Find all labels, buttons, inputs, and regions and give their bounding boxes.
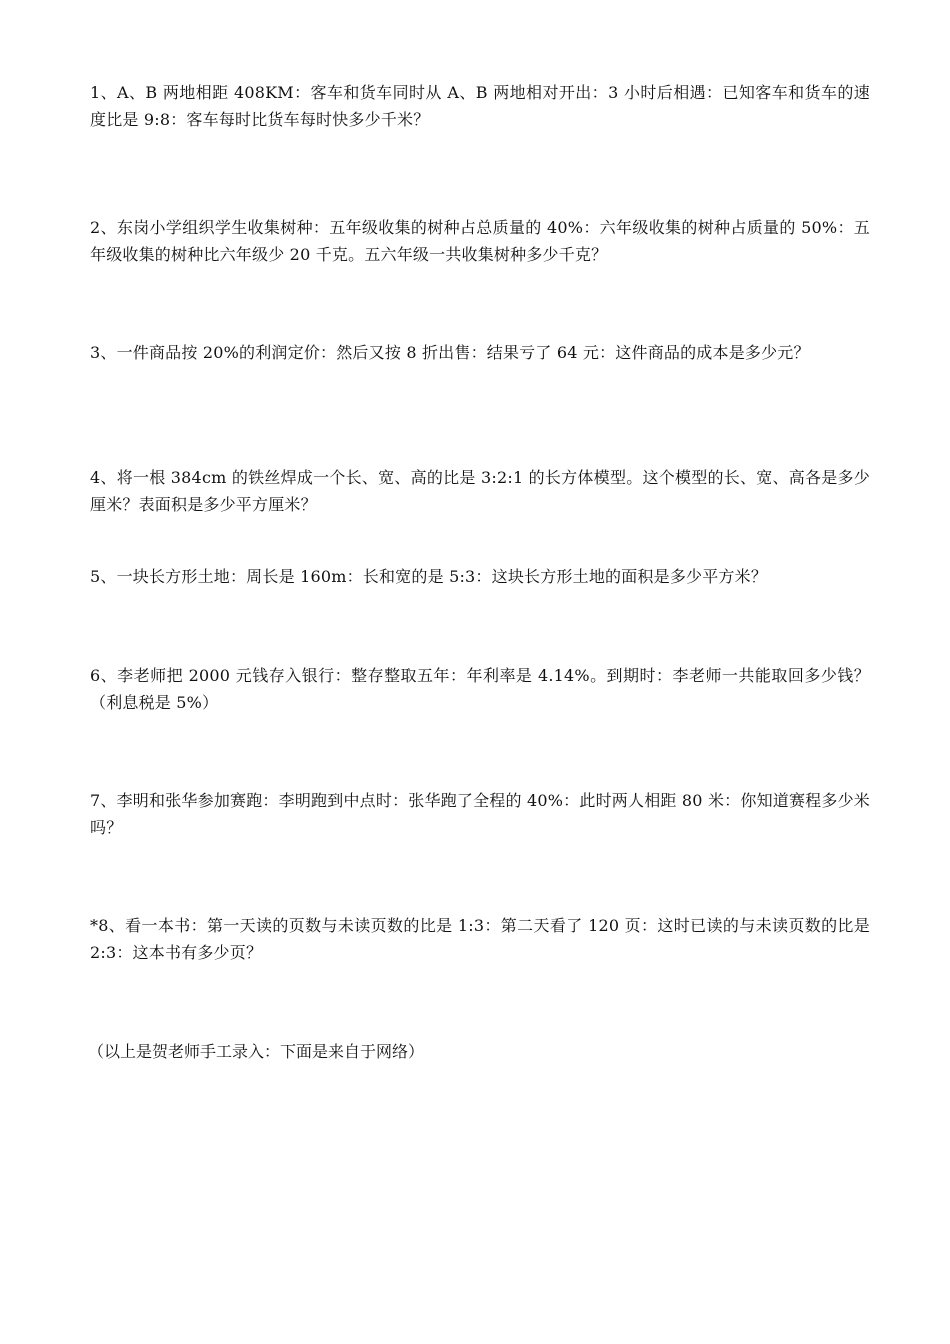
problem-8: *8、看一本书：第一天读的页数与未读页数的比是 1:3：第二天看了 120 页：这时已读的与未读页数的比是 2:3：这本书有多少页？ — [90, 916, 870, 962]
source-note: （以上是贺老师手工录入：下面是来自于网络） — [88, 1042, 425, 1061]
problem-4: 4、将一根 384cm 的铁丝焊成一个长、宽、高的比是 3:2:1 的长方体模型。这个模型的长、宽、高各是多少厘米？表面积是多少平方厘米？ — [90, 468, 870, 514]
problem-7: 7、李明和张华参加赛跑：李明跑到中点时：张华跑了全程的 40%：此时两人相距 80 米：你知道赛程多少米吗？ — [90, 791, 870, 837]
problem-5: 5、一块长方形土地：周长是 160m：长和宽的是 5:3：这块长方形土地的面积是多少平方米？ — [90, 567, 768, 586]
problem-3: 3、一件商品按 20%的利润定价：然后又按 8 折出售：结果亏了 64 元：这件商品的成本是多少元？ — [90, 343, 810, 362]
problem-1: 1、A、B 两地相距 408KM：客车和货车同时从 A、B 两地相对开出：3 小时后相遇：已知客车和货车的速度比是 9:8：客车每时比货车每时快多少千米？ — [90, 83, 870, 129]
problem-6: 6、李老师把 2000 元钱存入银行：整存整取五年：年利率是 4.14%。到期时：李老师一共能取回多少钱？（利息税是 5%） — [90, 666, 870, 712]
problem-2: 2、东岗小学组织学生收集树种：五年级收集的树种占总质量的 40%：六年级收集的树种占质量的 50%：五年级收集的树种比六年级少 20 千克。五六年级一共收集树种多少千克？ — [90, 218, 870, 264]
